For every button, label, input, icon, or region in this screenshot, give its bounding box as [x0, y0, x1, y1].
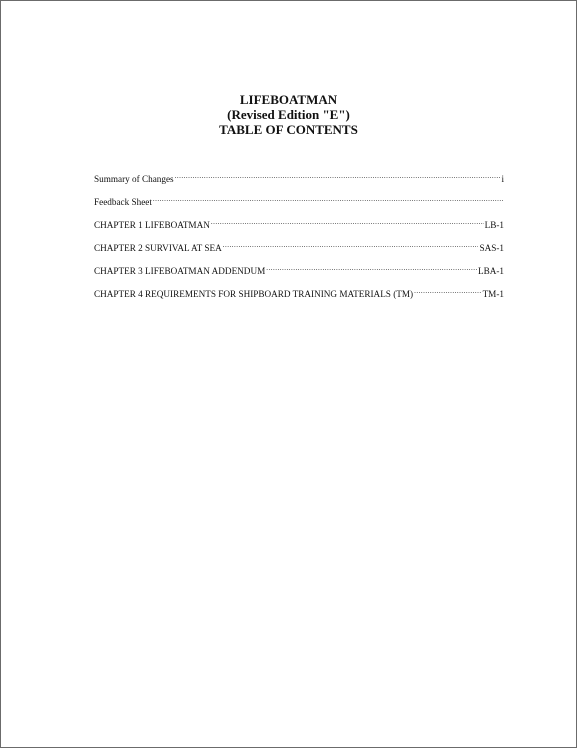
toc-entry-label: Summary of Changes — [94, 174, 174, 184]
dot-leader — [211, 216, 484, 228]
toc-entry-label: CHAPTER 3 LIFEBOATMAN ADDENDUM — [94, 266, 266, 276]
toc-entry-chapter-1[interactable] — [94, 216, 504, 228]
toc-entry-page: TM-1 — [482, 289, 504, 299]
document-title: LIFEBOATMAN — [239, 92, 338, 107]
dot-leader — [266, 262, 477, 274]
dot-leader — [153, 193, 503, 205]
dot-leader — [223, 239, 479, 251]
toc-entry-label: Feedback Sheet — [94, 197, 152, 207]
dot-leader — [414, 285, 481, 297]
toc-entry-page: LBA-1 — [477, 266, 504, 276]
toc-entry-chapter-2[interactable] — [94, 239, 504, 251]
toc-entry-label: CHAPTER 4 REQUIREMENTS FOR SHIPBOARD TRAINING MATERIALS (TM) — [94, 289, 414, 299]
dot-leader — [175, 170, 501, 182]
toc-entry-page: LB-1 — [484, 220, 504, 230]
toc-entry-page: i — [501, 174, 504, 184]
toc-entry-label: CHAPTER 1 LIFEBOATMAN — [94, 220, 210, 230]
table-of-contents — [94, 170, 504, 308]
toc-entry-chapter-3[interactable] — [94, 262, 504, 274]
title-block — [1, 92, 576, 137]
toc-heading: TABLE OF CONTENTS — [219, 122, 358, 137]
toc-entry-summary-of-changes[interactable] — [94, 170, 504, 182]
toc-entry-feedback-sheet[interactable] — [94, 193, 504, 205]
toc-entry-page: SAS-1 — [479, 243, 504, 253]
document-edition: (Revised Edition "E") — [227, 107, 350, 122]
toc-entry-label: CHAPTER 2 SURVIVAL AT SEA — [94, 243, 222, 253]
toc-entry-chapter-4[interactable] — [94, 285, 504, 297]
